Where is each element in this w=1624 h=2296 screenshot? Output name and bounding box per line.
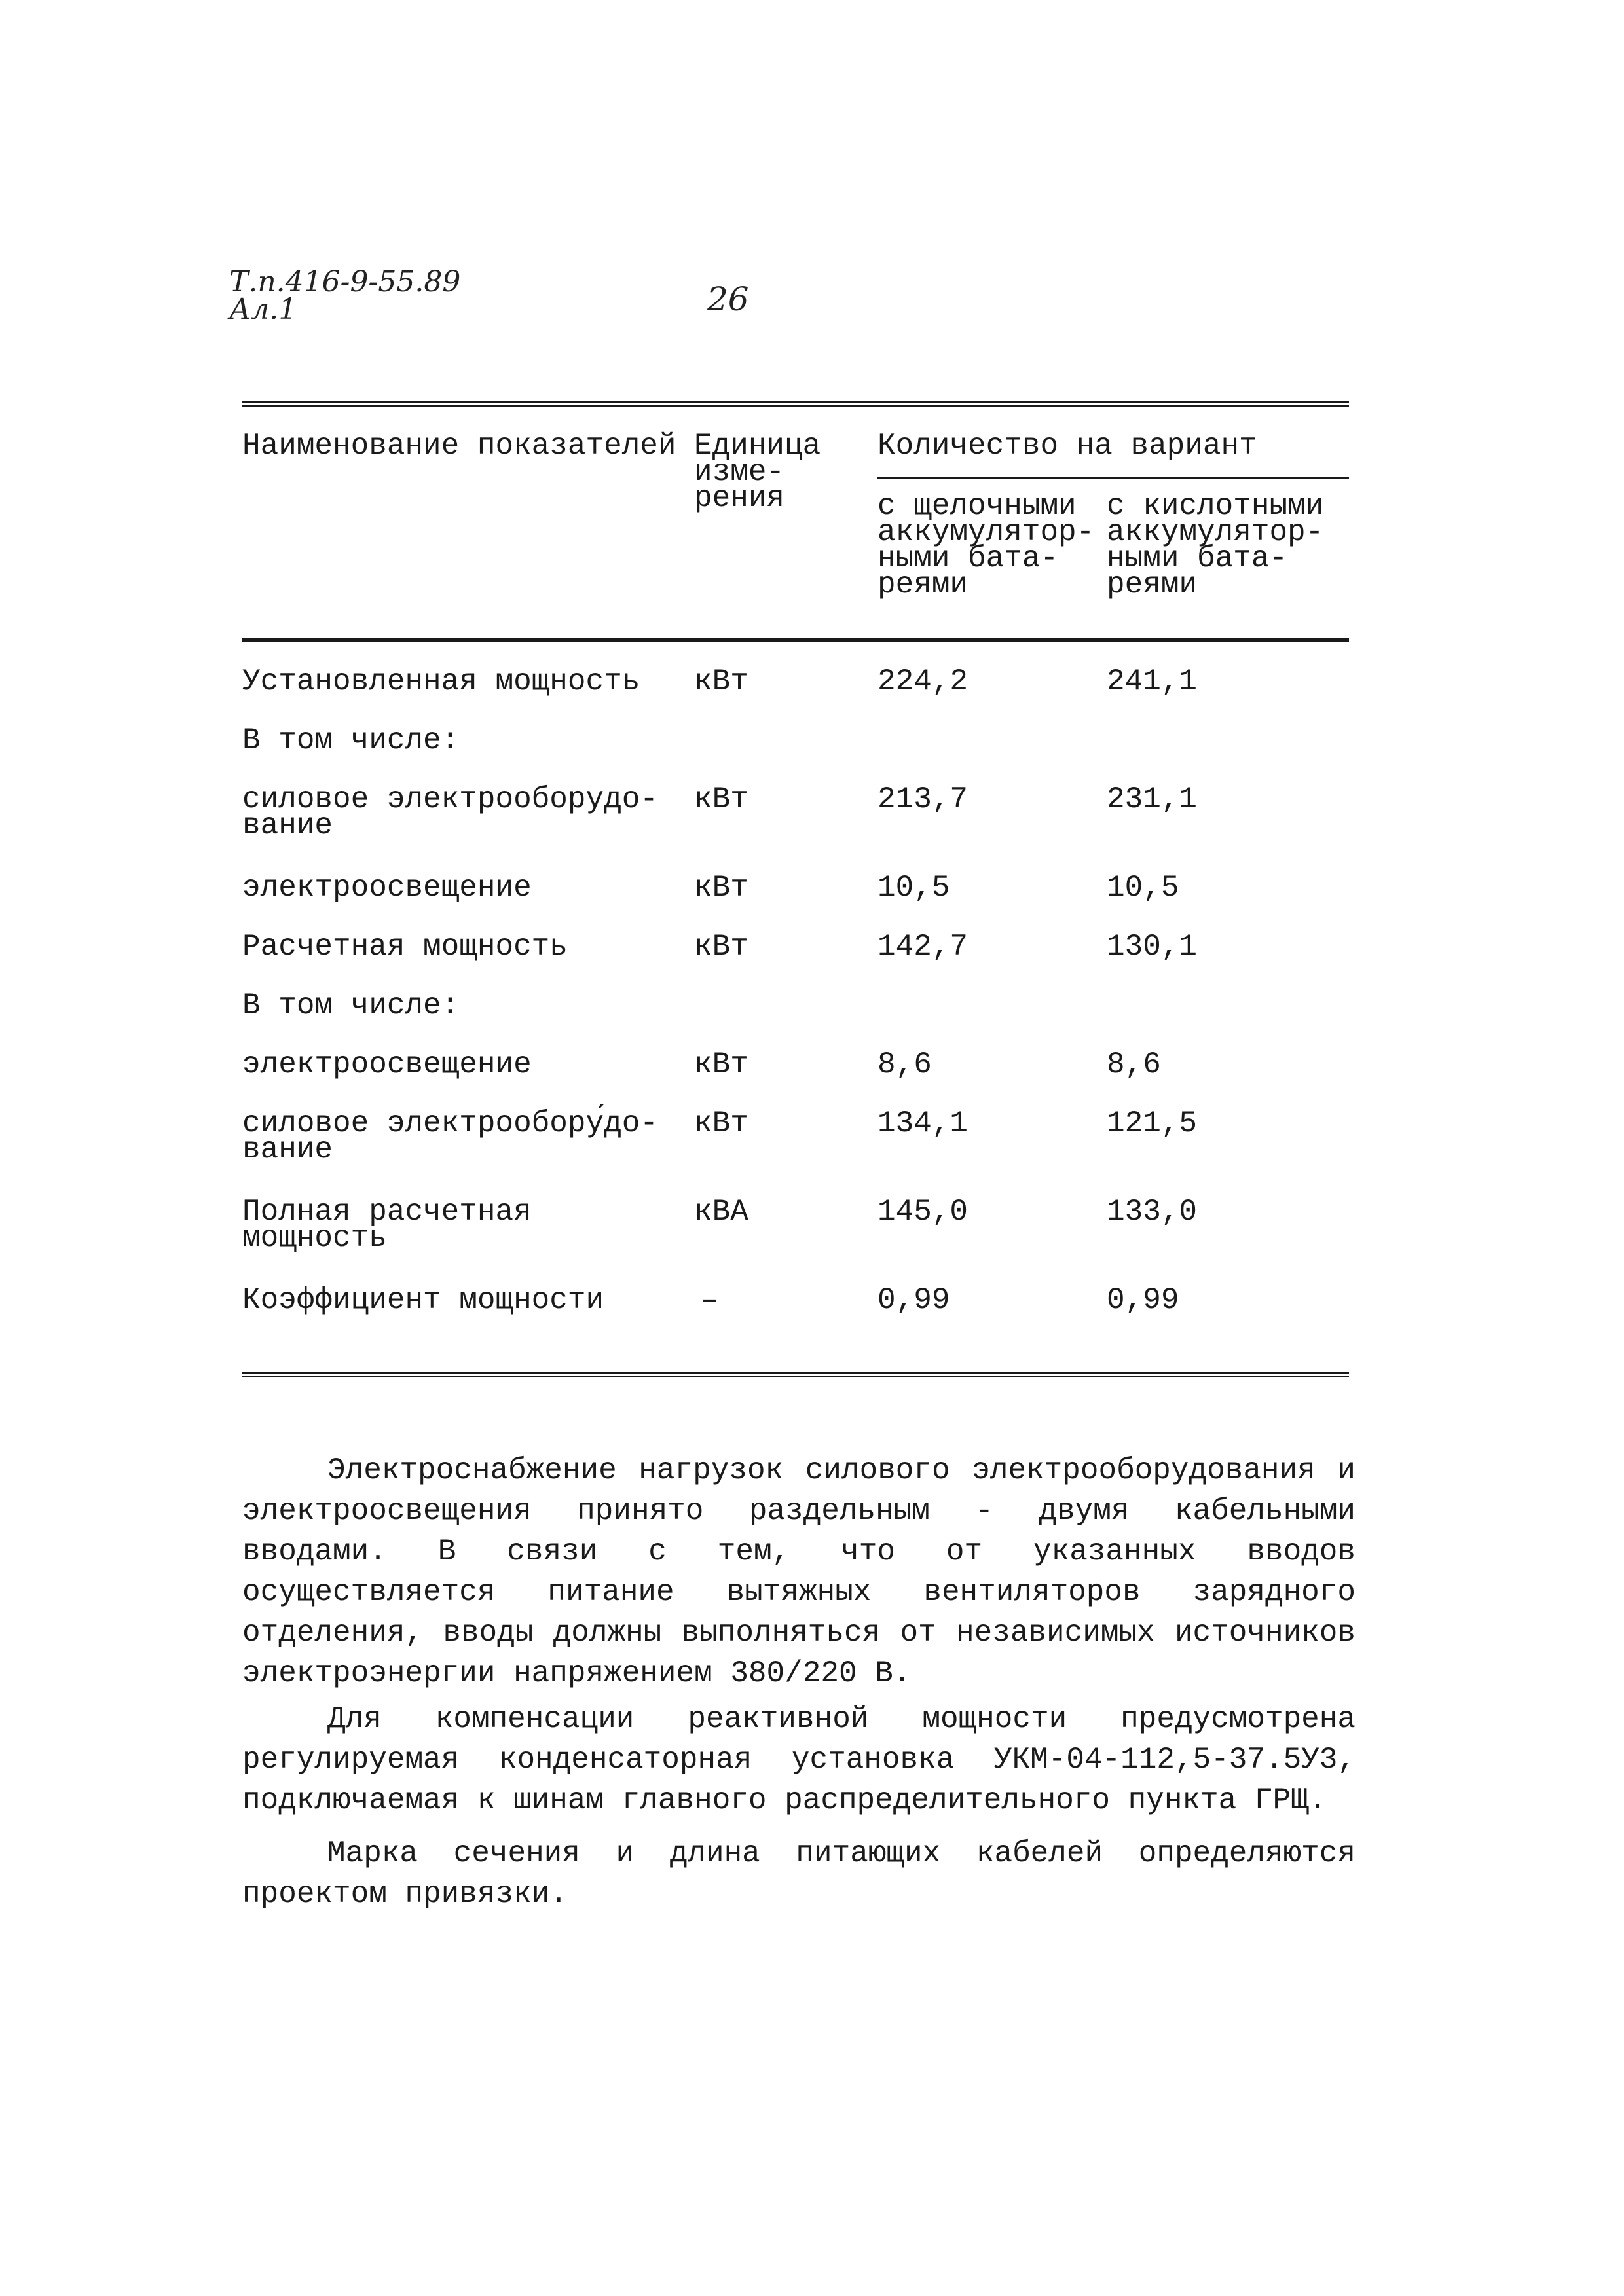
table-row-alkaline: 142,7 — [877, 930, 969, 964]
document-code-line2: Ал.1 — [229, 293, 297, 326]
header-quantity: Количество на вариант — [877, 429, 1257, 463]
table-row-unit: кВА — [694, 1195, 748, 1229]
table-row-name-cont: мощность — [242, 1221, 387, 1255]
table-row-unit: кВт — [694, 930, 748, 964]
table-row-unit: кВт — [694, 1048, 748, 1082]
table-row-name-cont: вание — [242, 1133, 333, 1167]
table-row-alkaline: 145,0 — [877, 1195, 969, 1229]
header-bottom-rule — [242, 638, 1349, 642]
table-row-name: Полная расчетная — [242, 1195, 532, 1229]
header-unit-line1: Единица — [694, 429, 821, 463]
table-row-alkaline: 213,7 — [877, 782, 969, 816]
table-bottom-rule — [242, 1372, 1349, 1377]
body-paragraph-text: Для компенсации реактивной мощности предусмотрена регулируемая конденсаторная установка УКМ-04-112,5-37.5У3, подключаемая к шинам главного распределительного пункта ГРЩ. — [242, 1702, 1356, 1817]
table-row-alkaline: 8,6 — [877, 1048, 932, 1082]
header-alkaline-line1: с щелочными — [877, 489, 1077, 523]
body-paragraph — [242, 1833, 1356, 1914]
table-row-name: электроосвещение — [242, 1048, 532, 1082]
header-alkaline-line3: ными бата- — [877, 541, 1059, 575]
table-top-rule — [242, 401, 1349, 407]
table-row-unit: кВт — [694, 782, 748, 816]
table-row-acid: 241,1 — [1107, 665, 1198, 699]
header-sub-rule — [877, 477, 1349, 479]
header-acid-line3: ными бата- — [1107, 541, 1288, 575]
table-row-name: Установленная мощность — [242, 665, 640, 699]
body-paragraph-text: Электроснабжение нагрузок силового электрооборудования и электроосвещения принято раздельным - двумя кабельными вводами. В связи с тем, что от указанных вводов осуществляется питание вытяжных вентиляторов зарядного отделения, вводы должны выполняться от независимых источников электроэнергии напряжением 380/220 В. — [242, 1453, 1356, 1690]
body-paragraph-text: Марка сечения и длина питающих кабелей определяются проектом привязки. — [242, 1836, 1356, 1911]
table-row-name: В том числе: — [242, 989, 460, 1023]
table-row-acid: 8,6 — [1107, 1048, 1161, 1082]
table-row-acid: 130,1 — [1107, 930, 1198, 964]
header-acid-line1: с кислотными — [1107, 489, 1324, 523]
header-name: Наименование показателей — [242, 429, 676, 463]
table-row-name: Коэффициент мощности — [242, 1283, 604, 1317]
body-paragraph — [242, 1699, 1356, 1821]
header-alkaline-line4: реями — [877, 568, 969, 602]
document-code-line1: Т.п.416-9-55.89 — [229, 265, 461, 299]
table-row-acid: 133,0 — [1107, 1195, 1198, 1229]
table-row-unit: кВт — [694, 665, 748, 699]
table-row-name: силовое электрооборудо- — [242, 782, 658, 816]
table-row-acid: 121,5 — [1107, 1106, 1198, 1140]
table-row-alkaline: 224,2 — [877, 665, 969, 699]
table-row-name-cont: вание — [242, 809, 333, 843]
table-row-unit: кВт — [694, 1106, 748, 1140]
table-row-unit: кВт — [694, 871, 748, 905]
header-unit-line3: рения — [694, 481, 785, 515]
header-unit-line2: изме- — [694, 455, 785, 489]
table-row-acid: 10,5 — [1107, 871, 1179, 905]
table-row-acid: 231,1 — [1107, 782, 1198, 816]
table-row-name: электроосвещение — [242, 871, 532, 905]
body-paragraph — [242, 1450, 1356, 1694]
table-row-alkaline: 134,1 — [877, 1106, 969, 1140]
table-row-alkaline: 0,99 — [877, 1283, 950, 1317]
table-row-name: Расчетная мощность — [242, 930, 568, 964]
table-row-alkaline: 10,5 — [877, 871, 950, 905]
header-acid-line4: реями — [1107, 568, 1198, 602]
page-number: 26 — [707, 280, 749, 318]
table-row-name: силовое электрообору́до- — [242, 1106, 658, 1140]
header-alkaline-line2: аккумулятор- — [877, 515, 1095, 549]
header-acid-line2: аккумулятор- — [1107, 515, 1324, 549]
document-code — [229, 265, 461, 326]
table-row-unit: – — [701, 1283, 719, 1317]
table-row-name: В том числе: — [242, 723, 460, 757]
table-row-acid: 0,99 — [1107, 1283, 1179, 1317]
